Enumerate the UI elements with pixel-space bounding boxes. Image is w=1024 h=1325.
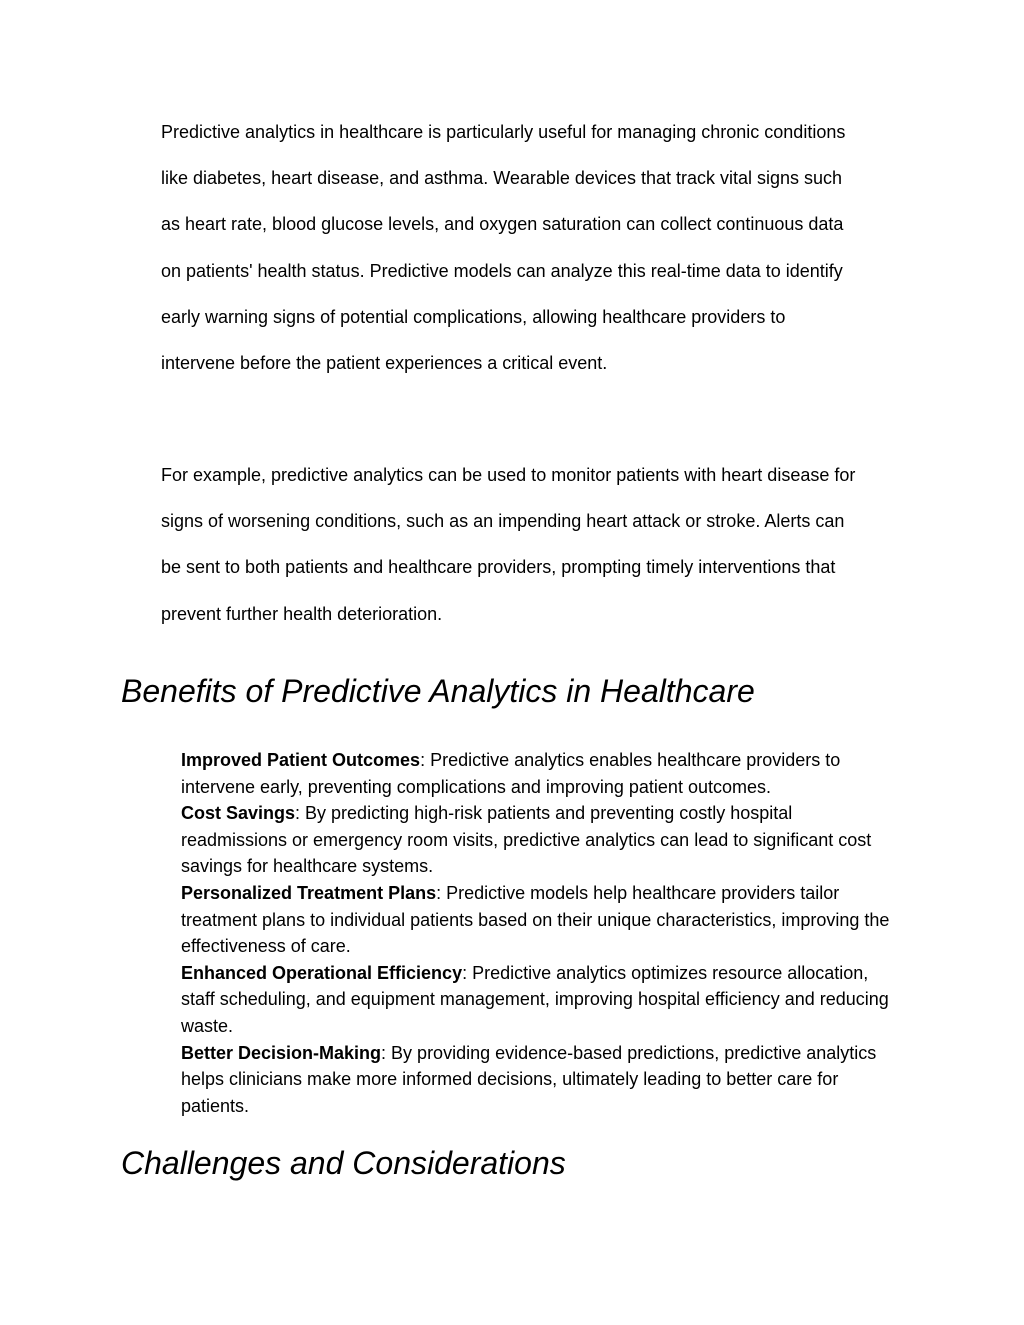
benefit-description: : Predictive models help healthcare providers tailor treatment plans to individual patients based on their unique characteristics, improving the effectiveness of care. — [181, 882, 890, 957]
benefit-item-cost-savings — [181, 800, 897, 880]
benefit-term: Improved Patient Outcomes — [181, 750, 421, 770]
benefits-list — [181, 747, 897, 1119]
benefits-heading: Benefits of Predictive Analytics in Healthcare — [121, 673, 755, 709]
benefit-item-operational-efficiency — [181, 960, 897, 1040]
paragraph-chronic-conditions: Predictive analytics in healthcare is particularly useful for managing chronic conditions like diabetes, heart disease, and asthma. Wearable devices that track vital signs such as heart rate, blood glucose levels, and oxygen saturation can collect continuous data on patients' health status. Predictive models can analyze this real-time data to identify early warning signs of potential complications, allowing healthcare providers to intervene before the patient experiences a critical event. — [161, 122, 846, 374]
benefit-item-patient-outcomes — [181, 747, 897, 800]
benefit-item-decision-making — [181, 1040, 897, 1120]
benefit-term: Better Decision-Making — [181, 1042, 382, 1063]
benefit-description: : By predicting high-risk patients and preventing costly hospital readmissions or emergency room visits, predictive analytics can lead to significant cost savings for healthcare systems. — [181, 803, 872, 877]
benefit-term: Cost Savings — [181, 803, 296, 824]
benefit-description: : Predictive analytics enables healthcare providers to intervene early, preventing complications and improving patient outcomes. — [181, 750, 841, 797]
benefit-term: Enhanced Operational Efficiency — [181, 962, 463, 983]
benefit-item-personalized-treatment — [181, 880, 897, 960]
benefit-description: : Predictive analytics optimizes resource allocation, staff scheduling, and equipment management, improving hospital efficiency and reducing waste. — [181, 962, 889, 1036]
benefit-term: Personalized Treatment Plans — [181, 882, 437, 903]
benefit-description: : By providing evidence-based predictions, predictive analytics helps clinicians make more informed decisions, ultimately leading to better care for patients. — [181, 1042, 877, 1116]
challenges-heading: Challenges and Considerations — [121, 1145, 566, 1181]
paragraph-heart-disease-example: For example, predictive analytics can be used to monitor patients with heart disease for signs of worsening conditions, such as an impending heart attack or stroke. Alerts can be sent to both patients and healthcare providers, prompting timely interventions that prevent further health deterioration. — [161, 465, 856, 624]
